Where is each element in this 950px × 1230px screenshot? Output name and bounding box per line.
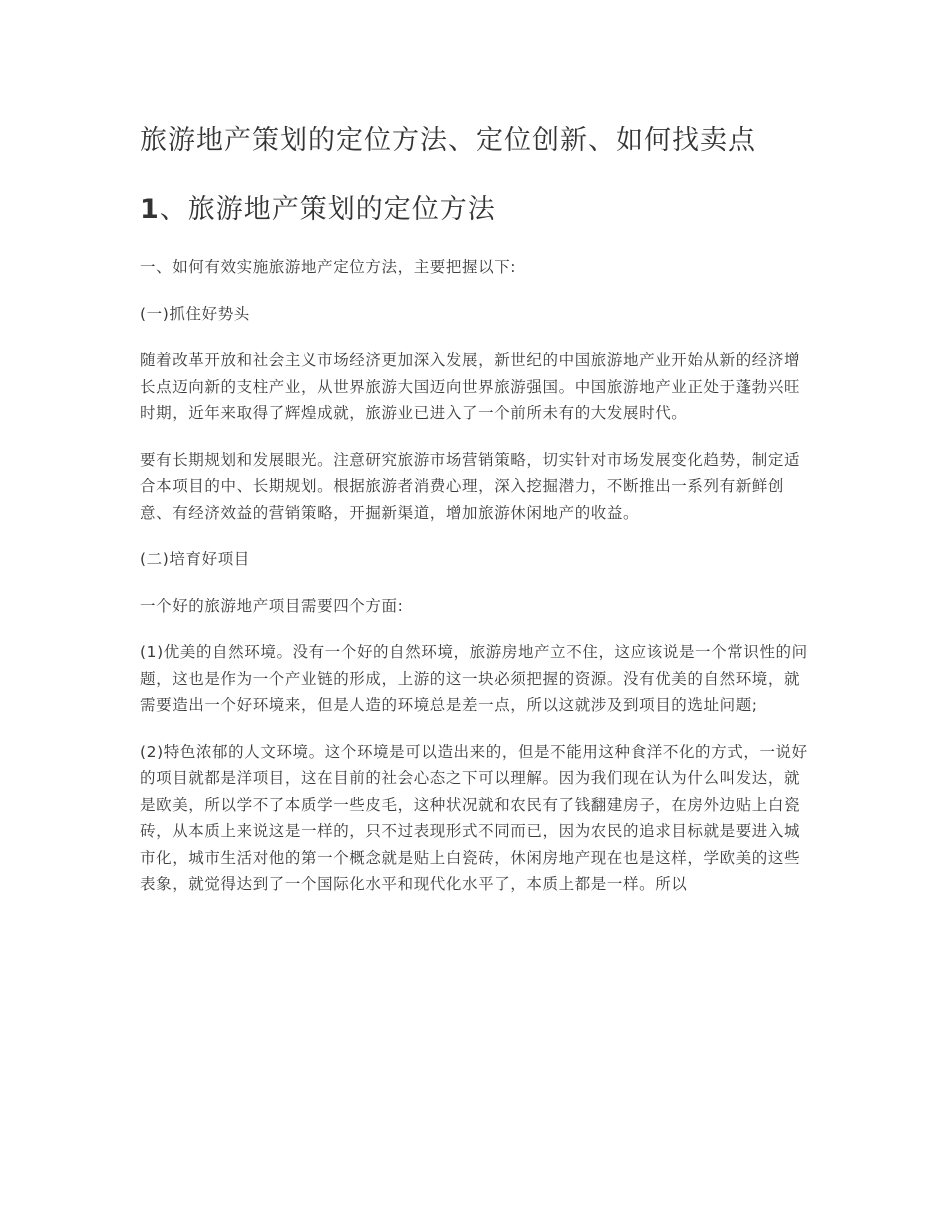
paragraph-four-aspects: 一个好的旅游地产项目需要四个方面: <box>140 596 404 615</box>
section-heading <box>140 190 810 230</box>
section-heading-text: 、旅游地产策划的定位方法 <box>159 194 496 225</box>
section-number: 1 <box>140 194 160 225</box>
subheading-momentum: (一)抓住好势头 <box>140 304 250 323</box>
paragraph-intro: 一、如何有效实施旅游地产定位方法，主要把握以下: <box>140 258 517 276</box>
paragraph-natural-environment: (1)优美的自然环境。没有一个好的自然环境，旅游房地产立不住，这应该说是一个常识性的问题，这也是作为一个产业链的形成，上游的这一块必须把握的资源。没有优美的自然环境，就需要造出一个好环境来，但是人造的环境总是差一点，所以这就涉及到项目的选址问题; <box>140 643 808 714</box>
paragraph-development: 随着改革开放和社会主义市场经济更加深入发展，新世纪的中国旅游地产业开始从新的经济增长点迈向新的支柱产业，从世界旅游大国迈向世界旅游强国。中国旅游地产业正处于蓬勃兴旺时期，近年来取得了辉煌成就，旅游业已进入了一个前所未有的大发展时代。 <box>140 351 801 422</box>
paragraph-cultural-environment: (2)特色浓郁的人文环境。这个环境是可以造出来的，但是不能用这种食洋不化的方式，一说好的项目就都是洋项目，这在目前的社会心态之下可以理解。因为我们现在认为什么叫发达，就是欧美，所以学不了本质学一些皮毛，这种状况就和农民有了钱翻建房子，在房外边贴上白瓷砖，从本质上来说这是一样的，只不过表现形式不同而已，因为农民的追求目标就是要进入城市化，城市生活对他的第一个概念就是贴上白瓷砖，休闲房地产现在也是这样，学欧美的这些表象，就觉得达到了一个国际化水平和现代化水平了，本质上都是一样。所以 <box>140 742 808 893</box>
document-page <box>140 118 810 898</box>
paragraph-planning: 要有长期规划和发展眼光。注意研究旅游市场营销策略，切实针对市场发展变化趋势，制定适合本项目的中、长期规划。根据旅游者消费心理，深入挖掘潜力，不断推出一系列有新鲜创意、有经济效益的营销策略，开掘新渠道，增加旅游休闲地产的收益。 <box>140 450 801 522</box>
subheading-projects: (二)培育好项目 <box>140 550 250 568</box>
document-title: 旅游地产策划的定位方法、定位创新、如何找卖点 <box>140 125 756 156</box>
